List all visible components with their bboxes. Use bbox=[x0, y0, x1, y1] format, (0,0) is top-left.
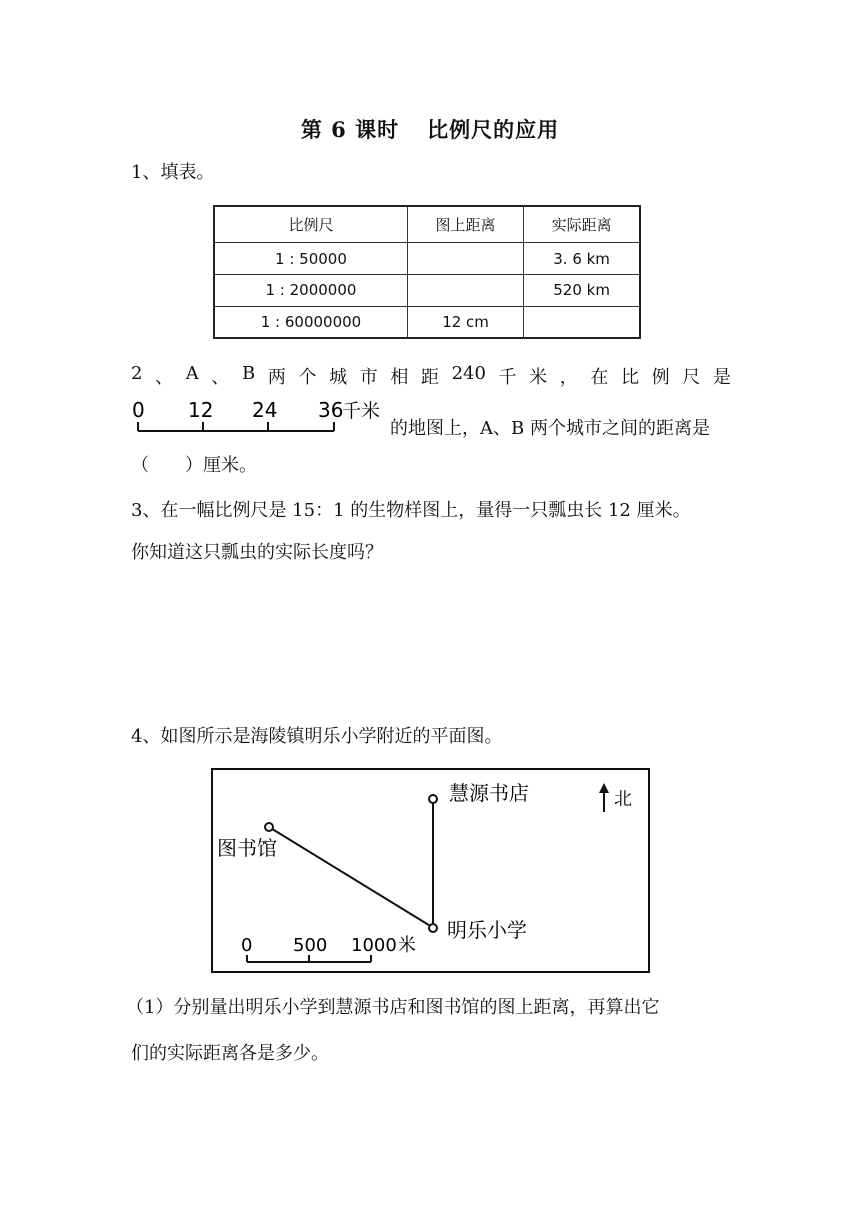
question-2-line-2: 的地图上，A、B 两个城市之间的距离是 bbox=[390, 418, 710, 439]
table-cell-blank[interactable] bbox=[524, 306, 639, 337]
table-cell-blank[interactable] bbox=[407, 274, 523, 306]
scale-tick-label: 24 bbox=[252, 398, 278, 422]
town-plan-map bbox=[211, 768, 651, 974]
question-3-line-1: 3、在一幅比例尺是 15：1 的生物样图上，量得一只瓢虫长 12 厘米。 bbox=[131, 500, 691, 521]
table-header: 图上距离 bbox=[407, 207, 523, 243]
bookstore-label: 慧源书店 bbox=[449, 781, 529, 805]
table-row bbox=[215, 306, 639, 337]
question-4-1-line-1: （1）分别量出明乐小学到慧源书店和图书馆的图上距离，再算出它 bbox=[126, 997, 660, 1018]
table-cell: 520 km bbox=[524, 274, 639, 306]
question-2-line-3: （ ）厘米。 bbox=[131, 455, 257, 476]
scale-tick-label: 0 bbox=[132, 398, 145, 422]
school-point bbox=[429, 924, 437, 932]
question-4-1-line-2: 们的实际距离各是多少。 bbox=[131, 1043, 329, 1064]
question-2-line-1: 2 、 A 、 B 两 个 城 市 相 距 240 千 米 ， 在 比 例 尺 是 bbox=[131, 363, 731, 388]
table-cell-blank[interactable] bbox=[407, 243, 523, 275]
table-header: 实际距离 bbox=[524, 207, 639, 243]
line-scale-bar bbox=[130, 398, 392, 440]
map-scale-tick-label: 1000 bbox=[351, 935, 397, 956]
map-scale-tick-label: 0 bbox=[241, 935, 253, 956]
north-arrow-head-icon bbox=[599, 783, 609, 793]
table-header: 比例尺 bbox=[215, 207, 407, 243]
question-3-line-2: 你知道这只瓢虫的实际长度吗？ bbox=[131, 542, 383, 563]
title-topic: 比例尺的应用 bbox=[427, 117, 560, 142]
scale-unit-label: 千米 bbox=[342, 400, 381, 422]
road-library-to-school bbox=[269, 827, 432, 927]
map-scale-tick-label: 500 bbox=[293, 935, 328, 956]
map-scale-unit-label: 米 bbox=[398, 935, 416, 956]
bookstore-point bbox=[429, 795, 437, 803]
school-label: 明乐小学 bbox=[447, 918, 527, 942]
scale-table bbox=[213, 205, 641, 339]
library-label: 图书馆 bbox=[217, 836, 277, 860]
title-lesson: 第 6 课时 bbox=[300, 117, 400, 142]
table-cell: 1 : 2000000 bbox=[215, 274, 407, 306]
table-header-row bbox=[215, 207, 639, 243]
table-cell: 3. 6 km bbox=[524, 243, 639, 275]
question-4-label: 4、如图所示是海陵镇明乐小学附近的平面图。 bbox=[131, 726, 503, 747]
question-1-label: 1、填表。 bbox=[131, 162, 215, 183]
scale-tick-label: 36 bbox=[318, 398, 344, 422]
library-point bbox=[265, 823, 273, 831]
table-row bbox=[215, 274, 639, 306]
table-cell: 12 cm bbox=[407, 306, 523, 337]
table-cell: 1 : 50000 bbox=[215, 243, 407, 275]
scale-tick-label: 12 bbox=[188, 398, 214, 422]
north-label: 北 bbox=[614, 789, 632, 810]
table-row bbox=[215, 243, 639, 275]
table-cell: 1 : 60000000 bbox=[215, 306, 407, 337]
page-title bbox=[0, 114, 860, 144]
